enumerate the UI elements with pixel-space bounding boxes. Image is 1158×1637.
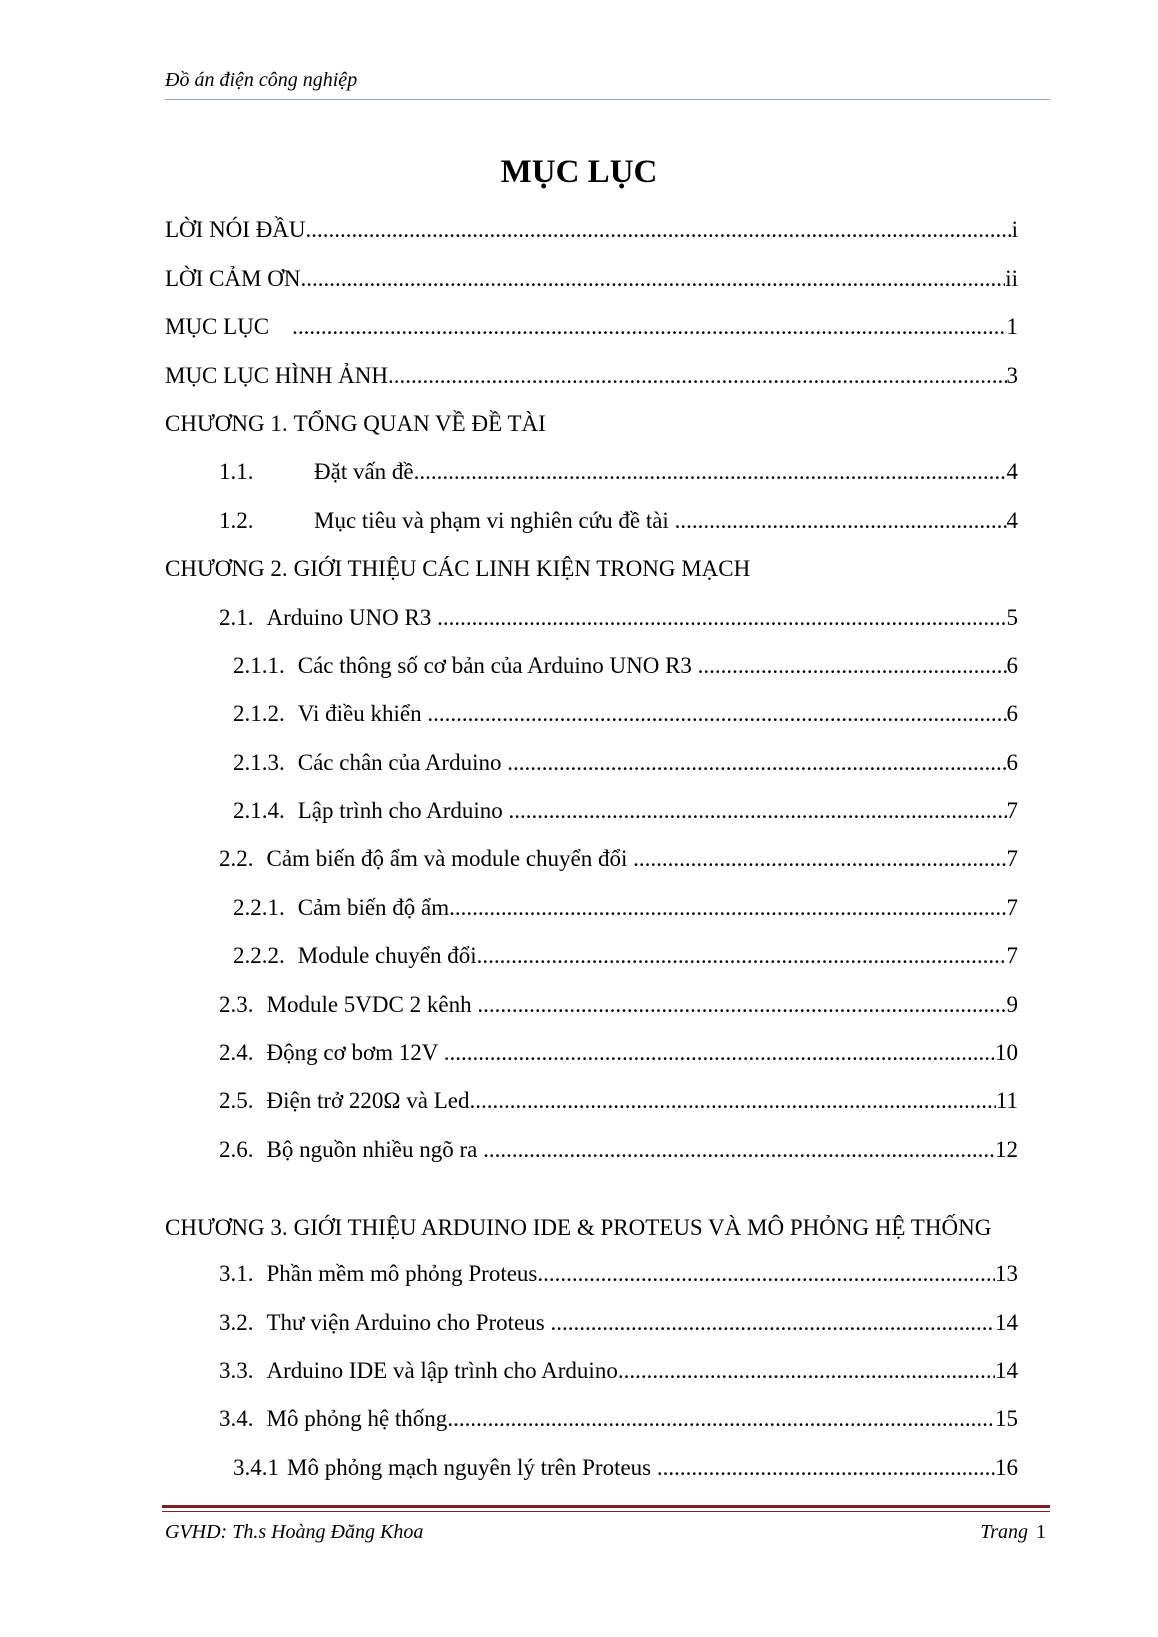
toc-entry-page: 12 — [995, 1136, 1018, 1162]
footer-advisor: GVHD: Th.s Hoàng Đăng Khoa — [165, 1521, 424, 1543]
toc-entry-page: 4 — [1006, 459, 1018, 485]
toc-entry-page: 7 — [1006, 894, 1018, 920]
toc-entry[interactable] — [165, 934, 1018, 982]
toc-leader-dots — [698, 653, 1007, 679]
toc-entry[interactable] — [165, 1079, 1018, 1127]
toc-entry-number: 2.3. — [219, 991, 254, 1017]
toc-leader-dots — [675, 508, 1007, 534]
toc-entry-number: 2.1. — [219, 604, 254, 630]
toc-entry-text: MỤC LỤC HÌNH ẢNH — [165, 362, 388, 388]
toc-entry[interactable] — [165, 692, 1018, 740]
toc-leader-dots — [477, 943, 1007, 969]
toc-entry-text: Động cơ bơm 12V — [266, 1040, 444, 1066]
page-header — [165, 68, 1050, 92]
toc-entry[interactable] — [165, 450, 1018, 498]
toc-entry-page: 6 — [1006, 701, 1018, 727]
toc-entry[interactable] — [165, 885, 1018, 933]
header-text: Đồ án điện công nghiệp — [165, 69, 358, 91]
toc-entry-page: 6 — [1006, 652, 1018, 678]
toc-entry-text: Lập trình cho Arduino — [297, 798, 509, 824]
toc-entry-text: LỜI NÓI ĐẦU — [165, 217, 306, 243]
toc-chapter-title: GIỚI THIỆU ARDUINO IDE & PROTEUS VÀ MÔ PHỎNG HỆ THỐNG — [293, 1214, 992, 1240]
toc-entry[interactable] — [165, 1397, 1018, 1445]
toc-entry-text: Thư viện Arduino cho Proteus — [266, 1309, 551, 1335]
toc-entry-number: 3.3. — [219, 1357, 254, 1383]
footer-page-number — [980, 1520, 1046, 1544]
toc-entry-text: Mô phỏng mạch nguyên lý trên Proteus — [287, 1454, 657, 1480]
toc-leader-dots — [618, 1358, 995, 1384]
toc-chapter-number: CHƯƠNG 3. — [165, 1214, 288, 1240]
toc-entry-number: 3.2. — [219, 1309, 254, 1335]
toc-entry-number: 2.2.1. — [233, 894, 285, 920]
toc-entry-page: 7 — [1006, 798, 1018, 824]
toc-entry[interactable] — [165, 208, 1018, 256]
toc-entry-page: 7 — [1006, 943, 1018, 969]
toc-entry-number: 3.4. — [219, 1406, 254, 1432]
toc-entry-text: Module chuyển đổi — [297, 943, 477, 969]
toc-entry-page: 15 — [995, 1406, 1018, 1432]
footer-page-label: Trang — [980, 1521, 1028, 1543]
toc-leader-dots — [469, 1088, 995, 1114]
toc-entry-text: Mục tiêu và phạm vi nghiên cứu đề tài — [314, 507, 675, 533]
toc-chapter[interactable] — [165, 402, 1018, 450]
toc-entry-page: 14 — [995, 1357, 1018, 1383]
toc-entry[interactable] — [165, 1031, 1018, 1079]
toc-entry[interactable] — [165, 305, 1018, 353]
toc-entry-number: 2.4. — [219, 1040, 254, 1066]
toc-entry-page: 10 — [995, 1040, 1018, 1066]
toc-leader-dots — [300, 266, 1005, 292]
toc-entry-number: 2.2.2. — [233, 943, 285, 969]
toc-entry[interactable] — [165, 353, 1018, 401]
toc-entry-page: 4 — [1006, 507, 1018, 533]
toc-entry-number: 1.1. — [219, 459, 254, 485]
toc-entry[interactable] — [165, 1252, 1018, 1300]
toc-entry-page: 7 — [1006, 846, 1018, 872]
footer-page-value: 1 — [1036, 1521, 1046, 1543]
toc-entry-number: 3.1. — [219, 1261, 254, 1287]
toc-chapter-title: GIỚI THIỆU CÁC LINH KIỆN TRONG MẠCH — [293, 556, 751, 582]
toc-entry-text: Module 5VDC 2 kênh — [266, 991, 478, 1017]
toc-entry-page: 5 — [1006, 604, 1018, 630]
toc-leader-dots — [444, 1040, 995, 1066]
footer-rule-thin — [162, 1511, 1050, 1512]
toc-chapter-number: CHƯƠNG 1. — [165, 410, 288, 436]
toc-leader-dots — [657, 1455, 995, 1481]
toc-entry-number: 2.1.4. — [233, 798, 285, 824]
toc-entry-text: Điện trở 220Ω và Led — [266, 1088, 470, 1114]
toc-leader-dots — [537, 1261, 995, 1287]
toc-leader-dots — [449, 895, 1006, 921]
toc-leader-dots — [427, 701, 1006, 727]
toc-chapter[interactable] — [165, 547, 1018, 595]
toc-entry-text: Cảm biến độ ẩm và module chuyển đổi — [266, 846, 634, 872]
footer-rule-thick — [162, 1505, 1050, 1508]
toc-leader-dots — [477, 992, 1006, 1018]
toc-entry-text: MỤC LỤC — [165, 314, 293, 340]
toc-entry[interactable] — [165, 498, 1018, 546]
toc-entry-number: 2.1.3. — [233, 749, 285, 775]
toc-entry[interactable] — [165, 1127, 1018, 1175]
toc-leader-dots — [437, 605, 1006, 631]
toc-leader-dots — [414, 459, 1007, 485]
table-of-contents — [165, 208, 1018, 1494]
toc-entry-number: 2.2. — [219, 846, 254, 872]
toc-leader-dots — [633, 846, 1006, 872]
toc-entry-number: 2.6. — [219, 1136, 254, 1162]
toc-entry-page: ii — [1005, 265, 1018, 291]
toc-chapter-number: CHƯƠNG 2. — [165, 556, 288, 582]
toc-leader-dots — [447, 1406, 995, 1432]
toc-entry[interactable] — [165, 740, 1018, 788]
toc-entry-page: i — [1011, 217, 1018, 243]
toc-entry-page: 1 — [1006, 314, 1018, 340]
toc-entry[interactable] — [165, 644, 1018, 692]
toc-entry[interactable] — [165, 595, 1018, 643]
toc-entry[interactable] — [165, 982, 1018, 1030]
toc-entry[interactable] — [165, 256, 1018, 304]
toc-entry-number: 2.5. — [219, 1088, 254, 1114]
toc-leader-dots — [550, 1310, 995, 1336]
toc-entry-text: Các chân của Arduino — [297, 749, 508, 775]
toc-entry[interactable] — [165, 837, 1018, 885]
toc-entry[interactable] — [165, 1445, 1018, 1493]
toc-entry-text: Đặt vấn đề — [314, 459, 414, 485]
toc-entry-page: 16 — [995, 1454, 1018, 1480]
toc-entry-text: Các thông số cơ bản của Arduino UNO R3 — [297, 652, 698, 678]
toc-entry-number: 1.2. — [219, 507, 254, 533]
toc-entry-page: 14 — [995, 1309, 1018, 1335]
toc-leader-dots — [509, 798, 1007, 824]
toc-entry-page: 6 — [1006, 749, 1018, 775]
toc-entry[interactable] — [165, 1349, 1018, 1397]
toc-leader-dots — [507, 750, 1006, 776]
toc-entry[interactable] — [165, 789, 1018, 837]
toc-entry-text: Phần mềm mô phỏng Proteus — [266, 1261, 538, 1287]
toc-entry-page: 3 — [1006, 362, 1018, 388]
toc-entry-number: 2.1.1. — [233, 652, 285, 678]
toc-chapter-title: TỔNG QUAN VỀ ĐỀ TÀI — [293, 410, 546, 436]
toc-entry-text: Arduino IDE và lập trình cho Arduino — [266, 1357, 618, 1383]
toc-entry-text: Cảm biến độ ẩm — [297, 894, 450, 920]
toc-entry-text: Mô phỏng hệ thống — [266, 1406, 448, 1432]
toc-entry-text: LỜI CẢM ƠN — [165, 265, 301, 291]
toc-entry-number: 2.1.2. — [233, 701, 285, 727]
toc-entry-text: Bộ nguồn nhiều ngõ ra — [266, 1136, 484, 1162]
toc-leader-dots — [292, 314, 1006, 340]
toc-entry-page: 13 — [995, 1261, 1018, 1287]
toc-leader-dots — [388, 363, 1007, 389]
toc-entry-page: 9 — [1006, 991, 1018, 1017]
toc-entry-text: Vi điều khiển — [297, 701, 428, 727]
toc-entry[interactable] — [165, 1300, 1018, 1348]
toc-leader-dots — [483, 1137, 995, 1163]
toc-chapter[interactable] — [165, 1176, 1018, 1252]
toc-leader-dots — [306, 217, 1012, 243]
header-rule — [165, 99, 1050, 100]
toc-entry-number: 3.4.1 — [233, 1454, 279, 1480]
page-title: MỤC LỤC — [500, 154, 658, 190]
toc-entry-text: Arduino UNO R3 — [266, 604, 438, 630]
toc-entry-page: 11 — [995, 1088, 1018, 1114]
